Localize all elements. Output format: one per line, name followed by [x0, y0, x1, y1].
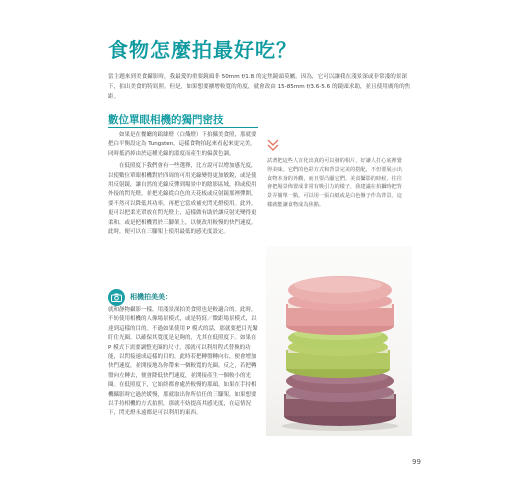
- tip-title: 相機拍美美：: [130, 293, 172, 301]
- section-rule: [108, 127, 258, 128]
- chevron-down-icon: [267, 138, 279, 157]
- body-column: [108, 131, 259, 240]
- body-paragraph: 在低照度下我們會有一些選擇，比方說可以增加感光度，以使數位單眼相機對於四周的可用光線變得更加敏銳，或是使用反射鏡，讓自然的光線反彈到場景中的陰影區域，抑或使用外接的閃光燈，並把光線從白色的天花板或反射鏡那裡彈開，要不然可以降低其功率，再把它當成補充閃光燈使用。此外，更可以把柔光罩放在閃光燈上，這樣做有助於讓反射光變得更柔和，或是把相機置於三腳架上，以便改用較慢的快門速度。此時，便可以在三腳架上使用最低的感光度設定。: [108, 163, 257, 236]
- tip-body: 就和靜物攝影一樣，用淺景深拍美食照也是較適合的。此時，不妨使用相機的人像場景模式，或是特寫／微距場景模式，以達到這樣的目的。不過如果使用 P 模式的話，那就要把目光緊盯住光圈，以確保其寬度是足夠的，尤其在低照度下。如果在 P 模式下需要調整光圈的尺寸，那就可以利用程式替換的功能，以閃接速成這樣的目的。此時若把轉盤轉向右，便會增加快門速度，並開接地為你帶來一個較寬的光圈。反之，若把轉盤向左轉去，便會降低快門速度，並開接產生一個較小的光圈。在低照度下，它始終都會處於較慢的那頭。如果在手持相機攝影時它過於緩慢，那就取出你所信任的三腳架。如果想要以手持相機的方式拍照，那就不妨提高其感光度，在這情況下，閃光燈永遠都是可以利用的東西。: [108, 307, 258, 417]
- camera-icon: [108, 289, 125, 306]
- intro-paragraph: 當主題來到美食攝影時，我最愛的重要鏡頭非 50mm f/1.8 的定焦鏡頭莫屬。因為，它可以讓我在淺景深或非常淺的景深下，拍出美食的特寫照。但是，如果想要擴增較寬的角度，就會改由 15-85mm f/3.6-5.6 的鏡頭求助，並且使用廣角的焦距。: [108, 74, 411, 100]
- macaron-photo: [266, 246, 412, 436]
- page-number: 99: [412, 458, 421, 466]
- photo-caption: 試著把這些人宣化出真的可以發的相片，好讓人打心底裡覺得美味。它們的色彩方式和背景完美的搭配，不但要展示出食物本身的外觀，而且要凸顯它們。美食攝影的時候，往往會把場景佈置成非常有吸引力的樣子，我建議在拍攝時把背景弄簡單一點，可以用一張白紙或是白色盤子作為背景。這樣就能讓食物成為焦點。: [267, 158, 402, 208]
- body-paragraph: 如果是在餐廳的鎢絲燈（白熾燈）下拍攝美食照，那就要把白平衡設定為 Tungsten，這樣食物拍起來看起來更完美，同時抵消掉由於這種光線的溫度而產生的偏黃色調。: [108, 132, 257, 157]
- page-title: 食物怎麼拍最好吃？: [108, 38, 297, 62]
- section-heading: 數位單眼相機的獨門密技: [108, 114, 224, 126]
